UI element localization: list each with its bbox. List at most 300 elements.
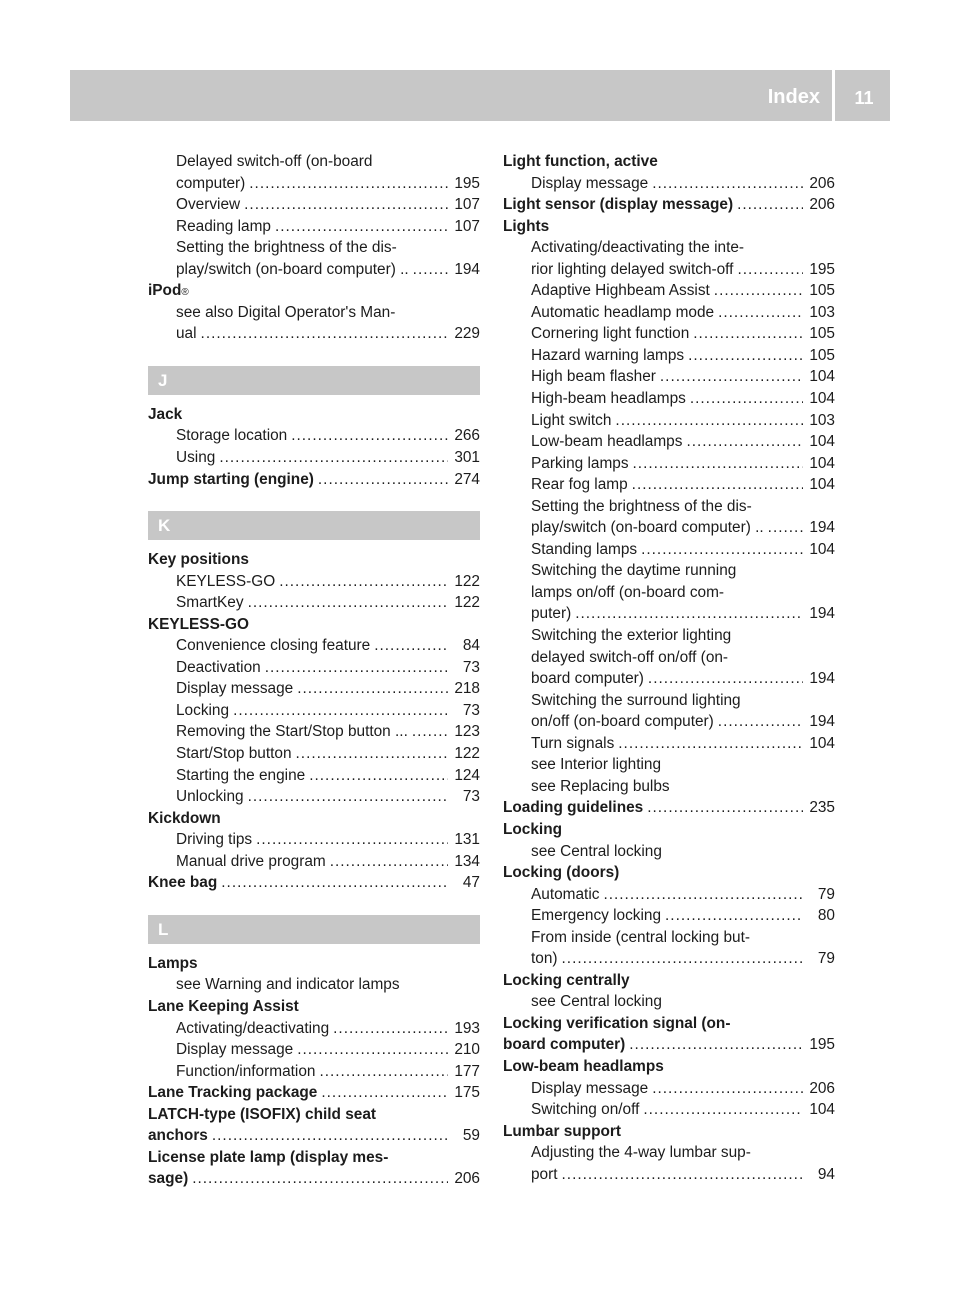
subentry-term: Display message	[531, 174, 649, 192]
entry-line	[503, 668, 835, 690]
subentry-term: Overview	[176, 196, 241, 214]
entry-line	[503, 453, 835, 475]
page-reference: 194	[809, 713, 835, 731]
page-reference: 59	[462, 1127, 480, 1145]
subentry-term: Delayed switch-off (on-board	[176, 153, 373, 170]
subentry-term: High-beam headlamps	[531, 390, 686, 408]
subentry-term: SmartKey	[176, 594, 244, 612]
dot-leader	[192, 1168, 448, 1190]
dot-leader	[737, 259, 803, 281]
entry-line	[503, 690, 835, 712]
entry-term: Lane Tracking package	[148, 1084, 318, 1102]
dot-leader	[714, 280, 803, 302]
subentry-term: on/off (on-board computer)	[531, 713, 714, 731]
section-header-j: J	[148, 366, 480, 395]
dot-leader	[413, 259, 448, 281]
page-reference: 195	[454, 174, 480, 192]
index-subentry	[148, 151, 480, 194]
entry-term: iPod	[148, 282, 182, 300]
subentry-term: Switching the exterior lighting	[531, 627, 732, 645]
subentry-term: Deactivation	[176, 658, 261, 676]
index-subentry	[503, 1078, 835, 1100]
entry-line	[148, 678, 480, 700]
entry-line	[148, 872, 480, 894]
subentry-term: Turn signals	[531, 734, 615, 752]
page-reference: 235	[809, 799, 835, 817]
index-subentry	[503, 625, 835, 690]
index-subentry	[503, 733, 835, 755]
entry-line	[148, 1061, 480, 1083]
entry-line	[148, 974, 480, 996]
entry-line	[503, 388, 835, 410]
page-reference: 210	[454, 1041, 480, 1059]
entry-term: Knee bag	[148, 874, 218, 892]
index-entry	[148, 614, 480, 636]
page-reference: 73	[462, 701, 480, 719]
subentry-term: Light switch	[531, 411, 612, 429]
entry-line	[503, 151, 835, 173]
dot-leader	[291, 425, 448, 447]
entry-line	[148, 323, 480, 345]
subentry-term: High beam flasher	[531, 368, 656, 386]
index-subentry	[503, 1142, 835, 1185]
index-subentry	[148, 237, 480, 280]
entry-line	[503, 345, 835, 367]
index-subentry	[503, 539, 835, 561]
subentry-term: Setting the brightness of the dis-	[176, 239, 397, 257]
entry-line	[503, 1034, 835, 1056]
entry-line	[503, 991, 835, 1013]
index-subentry	[503, 431, 835, 453]
page-reference: 206	[809, 196, 835, 214]
subentry-term: Emergency locking	[531, 907, 662, 925]
index-subentry	[148, 425, 480, 447]
subentry-term: play/switch (on-board computer) ..	[176, 260, 409, 278]
dot-leader	[562, 948, 803, 970]
page-reference: 104	[809, 734, 835, 752]
subentry-term: see Interior lighting	[531, 756, 662, 774]
dot-leader	[562, 1164, 803, 1186]
header-title: Index	[767, 86, 820, 108]
index-entry	[503, 1121, 835, 1143]
subentry-term: see also Digital Operator's Man-	[176, 303, 396, 321]
entry-term: Lights	[503, 217, 550, 235]
page-reference: 122	[454, 594, 480, 612]
index-entry	[148, 469, 480, 491]
entry-line: iPod ®	[148, 280, 480, 302]
subentry-term: Using	[176, 449, 216, 467]
entry-line	[503, 1056, 835, 1078]
entry-line	[148, 1082, 480, 1104]
page-reference: 122	[454, 745, 480, 763]
index-entry	[503, 1056, 835, 1078]
entry-line	[503, 560, 835, 582]
page-reference: 73	[462, 788, 480, 806]
entry-term: Light function, active	[503, 153, 658, 170]
index-entry	[503, 151, 835, 173]
index-subentry	[148, 194, 480, 216]
dot-leader	[279, 571, 448, 593]
dot-leader	[297, 1039, 448, 1061]
page-reference: 84	[462, 637, 480, 655]
entry-line	[503, 410, 835, 432]
index-subentry	[148, 1061, 480, 1083]
entry-term: Key positions	[148, 551, 249, 569]
entry-line	[503, 1164, 835, 1186]
subentry-term: board computer)	[531, 670, 644, 688]
index-subentry	[148, 974, 480, 996]
index-column-left	[148, 151, 480, 1190]
subentry-term: Rear fog lamp	[531, 476, 628, 494]
entry-line	[503, 970, 835, 992]
dot-leader	[648, 668, 803, 690]
page-reference: 218	[454, 680, 480, 698]
index-entry	[148, 808, 480, 830]
entry-line	[503, 905, 835, 927]
section-header-l: L	[148, 915, 480, 944]
page-reference: 103	[809, 303, 835, 321]
index-entry	[503, 970, 835, 992]
index-entry	[503, 819, 835, 841]
dot-leader	[632, 474, 803, 496]
subentry-term: KEYLESS-GO	[176, 572, 276, 590]
subentry-term: Function/information	[176, 1062, 316, 1080]
subentry-term: puter)	[531, 605, 572, 623]
entry-line	[503, 431, 835, 453]
entry-line	[148, 571, 480, 593]
index-entry	[148, 872, 480, 894]
subentry-term: Reading lamp	[176, 217, 271, 235]
index-subentry	[148, 765, 480, 787]
subentry-term: Manual drive program	[176, 852, 326, 870]
entry-term: Lamps	[148, 954, 198, 972]
entry-term: Locking centrally	[503, 971, 630, 989]
dot-leader	[641, 539, 803, 561]
index-subentry	[503, 991, 835, 1013]
entry-line	[503, 797, 835, 819]
page-reference: 194	[809, 519, 835, 537]
index-subentry	[503, 560, 835, 625]
subentry-term: rior lighting delayed switch-off	[531, 260, 734, 278]
dot-leader	[219, 447, 448, 469]
subentry-term: Display message	[176, 680, 294, 698]
page-reference: 104	[809, 390, 835, 408]
index-subentry	[148, 1018, 480, 1040]
dot-leader	[265, 657, 448, 679]
dot-leader	[686, 431, 803, 453]
entry-line	[148, 743, 480, 765]
entry-term: Lumbar support	[503, 1122, 621, 1140]
entry-line	[148, 404, 480, 426]
subentry-term: Starting the engine	[176, 766, 306, 784]
page-reference: 47	[462, 874, 480, 892]
entry-line	[148, 425, 480, 447]
entry-line	[148, 237, 480, 259]
dot-leader	[374, 635, 448, 657]
dot-leader	[690, 388, 803, 410]
subentry-term: Adaptive Highbeam Assist	[531, 282, 710, 300]
dot-leader	[618, 733, 803, 755]
index-subentry	[503, 841, 835, 863]
page-reference: 105	[809, 346, 835, 364]
entry-term: board computer)	[503, 1036, 626, 1054]
entry-term: License plate lamp (display mes-	[148, 1148, 389, 1166]
entry-line	[148, 151, 480, 173]
entry-line	[148, 829, 480, 851]
index-entry	[503, 1013, 835, 1056]
subentry-term: computer)	[176, 174, 246, 192]
entry-line	[148, 808, 480, 830]
entry-term: Loading guidelines	[503, 799, 644, 817]
dot-leader	[309, 765, 448, 787]
entry-line	[148, 194, 480, 216]
subentry-term: see Central locking	[531, 842, 662, 860]
index-subentry	[148, 447, 480, 469]
entry-term: Jack	[148, 405, 183, 423]
entry-term: LATCH-type (ISOFIX) child seat	[148, 1105, 377, 1123]
subentry-term: Cornering light function	[531, 325, 690, 343]
subentry-term: delayed switch-off on/off (on-	[531, 648, 729, 666]
page-reference: 301	[454, 449, 480, 467]
entry-line	[148, 1168, 480, 1190]
entry-line	[503, 366, 835, 388]
entry-term: Low-beam headlamps	[503, 1057, 664, 1075]
index-subentry	[503, 1099, 835, 1121]
entry-line	[503, 1099, 835, 1121]
entry-line	[503, 733, 835, 755]
dot-leader	[629, 1034, 803, 1056]
entry-line	[503, 582, 835, 604]
page-reference: 122	[454, 572, 480, 590]
entry-term: sage)	[148, 1170, 189, 1188]
subentry-term: Switching the surround lighting	[531, 691, 741, 709]
entry-line	[503, 819, 835, 841]
dot-leader	[256, 829, 448, 851]
entry-line	[503, 259, 835, 281]
entry-line	[503, 776, 835, 798]
index-subentry	[503, 754, 835, 776]
index-subentry	[148, 786, 480, 808]
entry-line	[503, 948, 835, 970]
index-entry	[148, 549, 480, 571]
entry-line	[148, 657, 480, 679]
dot-leader	[412, 721, 448, 743]
subentry-term: see Central locking	[531, 993, 662, 1011]
page-header	[70, 70, 890, 121]
index-subentry	[148, 216, 480, 238]
entry-line	[148, 953, 480, 975]
index-subentry	[503, 453, 835, 475]
index-subentry	[503, 927, 835, 970]
page-reference: 194	[809, 605, 835, 623]
subentry-term: play/switch (on-board computer) ..	[531, 519, 764, 537]
entry-term: Lane Keeping Assist	[148, 997, 299, 1015]
index-entry	[148, 1104, 480, 1147]
entry-line	[503, 1121, 835, 1143]
dot-leader	[718, 302, 803, 324]
page-reference: 104	[809, 1101, 835, 1119]
entry-line	[503, 280, 835, 302]
entry-line	[148, 216, 480, 238]
index-subentry	[503, 237, 835, 280]
subentry-term: see Replacing bulbs	[531, 777, 670, 795]
subentry-term: Hazard warning lamps	[531, 346, 685, 364]
dot-leader	[647, 797, 803, 819]
index-subentry	[503, 388, 835, 410]
subentry-term: Parking lamps	[531, 454, 629, 472]
page-reference: 195	[809, 1036, 835, 1054]
page-reference: 194	[454, 260, 480, 278]
dot-leader	[321, 1082, 448, 1104]
entry-line	[148, 173, 480, 195]
entry-line	[503, 711, 835, 733]
dot-leader	[575, 603, 803, 625]
dot-leader	[688, 345, 803, 367]
index-entry	[503, 862, 835, 884]
index-entry	[148, 996, 480, 1018]
index-subentry	[503, 410, 835, 432]
index-subentry	[148, 851, 480, 873]
page-reference: 194	[809, 670, 835, 688]
entry-line	[503, 1013, 835, 1035]
page-reference: 103	[809, 411, 835, 429]
index-subentry	[148, 302, 480, 345]
subentry-term: Low-beam headlamps	[531, 433, 683, 451]
dot-leader	[693, 323, 803, 345]
header-divider	[832, 70, 835, 121]
subentry-term: Storage location	[176, 427, 288, 445]
index-subentry	[503, 905, 835, 927]
subentry-term: Setting the brightness of the dis-	[531, 497, 752, 515]
page-reference: 206	[809, 1079, 835, 1097]
entry-line	[503, 754, 835, 776]
section-header-k: K	[148, 511, 480, 540]
entry-line	[148, 635, 480, 657]
page-reference: 79	[817, 885, 835, 903]
dot-leader	[318, 469, 448, 491]
page-reference: 195	[809, 260, 835, 278]
index-subentry	[148, 635, 480, 657]
entry-line	[148, 1039, 480, 1061]
entry-term: Kickdown	[148, 809, 221, 827]
index-subentry	[503, 302, 835, 324]
subentry-term: ton)	[531, 950, 558, 968]
index-subentry	[503, 173, 835, 195]
entry-line	[148, 1125, 480, 1147]
dot-leader	[633, 453, 803, 475]
entry-line	[503, 496, 835, 518]
entry-line	[148, 786, 480, 808]
index-subentry	[503, 280, 835, 302]
entry-line	[148, 302, 480, 324]
entry-line	[148, 592, 480, 614]
dot-leader	[768, 517, 803, 539]
page-reference: 124	[454, 766, 480, 784]
page-reference: 266	[454, 427, 480, 445]
entry-line	[503, 1142, 835, 1164]
entry-line	[503, 625, 835, 647]
subentry-term: Standing lamps	[531, 540, 638, 558]
index-entry	[503, 797, 835, 819]
page-reference: 104	[809, 454, 835, 472]
index-subentry	[503, 323, 835, 345]
entry-line	[148, 851, 480, 873]
page-reference: 131	[454, 831, 480, 849]
index-entry	[148, 404, 480, 426]
dot-leader	[221, 872, 448, 894]
entry-line	[503, 862, 835, 884]
index-subentry	[503, 690, 835, 733]
entry-line	[148, 259, 480, 281]
page-reference: 134	[454, 852, 480, 870]
index-column-right	[503, 151, 835, 1185]
dot-leader	[212, 1125, 448, 1147]
index-entry	[148, 280, 480, 302]
page-number: 11	[854, 88, 874, 108]
index-subentry	[503, 366, 835, 388]
entry-line	[148, 1104, 480, 1126]
index-subentry	[503, 776, 835, 798]
dot-leader	[603, 884, 803, 906]
entry-line	[503, 323, 835, 345]
subentry-term: Automatic headlamp mode	[531, 303, 715, 321]
index-subentry	[148, 657, 480, 679]
dot-leader	[615, 410, 803, 432]
page-reference: 79	[817, 950, 835, 968]
entry-line	[148, 614, 480, 636]
index-entry	[503, 216, 835, 238]
index-entry	[148, 953, 480, 975]
page-reference: 105	[809, 282, 835, 300]
index-subentry	[148, 571, 480, 593]
dot-leader	[319, 1061, 448, 1083]
entry-term: Locking (doors)	[503, 864, 620, 882]
index-subentry	[148, 721, 480, 743]
entry-line	[503, 603, 835, 625]
entry-line	[148, 1147, 480, 1169]
index-entry	[148, 1082, 480, 1104]
index-entry	[503, 194, 835, 216]
entry-line	[503, 647, 835, 669]
entry-line	[503, 1078, 835, 1100]
entry-term: Locking verification signal (on-	[503, 1014, 731, 1032]
entry-term: Jump starting (engine)	[148, 470, 314, 488]
subentry-term: Display message	[531, 1079, 649, 1097]
entry-term: anchors	[148, 1127, 208, 1145]
subentry-term: Convenience closing feature	[176, 637, 371, 655]
subentry-term: Activating/deactivating	[176, 1019, 330, 1037]
entry-line	[148, 447, 480, 469]
page-reference: 206	[809, 174, 835, 192]
dot-leader	[652, 173, 803, 195]
page-reference: 94	[817, 1165, 835, 1183]
entry-line	[503, 841, 835, 863]
dot-leader	[248, 592, 448, 614]
dot-leader	[248, 786, 448, 808]
index-subentry	[148, 743, 480, 765]
dot-leader	[297, 678, 448, 700]
subentry-term: Locking	[176, 701, 230, 719]
dot-leader	[330, 851, 448, 873]
entry-line	[503, 216, 835, 238]
subentry-term: see Warning and indicator lamps	[176, 976, 400, 994]
subentry-term: port	[531, 1165, 558, 1183]
subentry-term: ual	[176, 325, 197, 343]
entry-term: KEYLESS-GO	[148, 615, 249, 633]
dot-leader	[296, 743, 448, 765]
entry-term: Light sensor (display message)	[503, 196, 734, 214]
entry-line	[503, 539, 835, 561]
